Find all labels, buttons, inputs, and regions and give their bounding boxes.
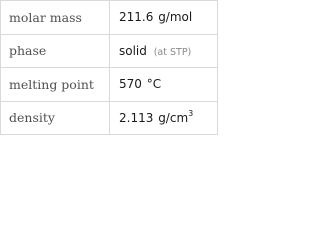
unit-base: g/cm — [158, 110, 189, 125]
value-qualifier: (at STP) — [153, 46, 192, 58]
property-label-density: density — [1, 101, 110, 135]
table-row — [1, 101, 218, 135]
value-unit — [158, 108, 194, 125]
table-row — [1, 34, 218, 68]
property-label-phase: phase — [1, 34, 110, 68]
property-value-phase — [110, 34, 218, 68]
property-label-molar-mass: molar mass — [1, 1, 110, 35]
property-value-molar-mass — [110, 1, 218, 35]
value-number: 570 — [119, 77, 142, 92]
value-number: 211.6 — [119, 10, 154, 25]
properties-table — [0, 0, 218, 135]
table-row — [1, 1, 218, 35]
value-unit: °C — [146, 77, 162, 92]
unit-exponent: 3 — [188, 108, 194, 118]
value-unit: g/mol — [158, 10, 193, 25]
property-value-melting-point — [110, 68, 218, 102]
value-number: 2.113 — [119, 110, 154, 125]
table-row — [1, 68, 218, 102]
value-text: solid — [119, 43, 147, 58]
property-value-density — [110, 101, 218, 135]
property-label-melting-point: melting point — [1, 68, 110, 102]
